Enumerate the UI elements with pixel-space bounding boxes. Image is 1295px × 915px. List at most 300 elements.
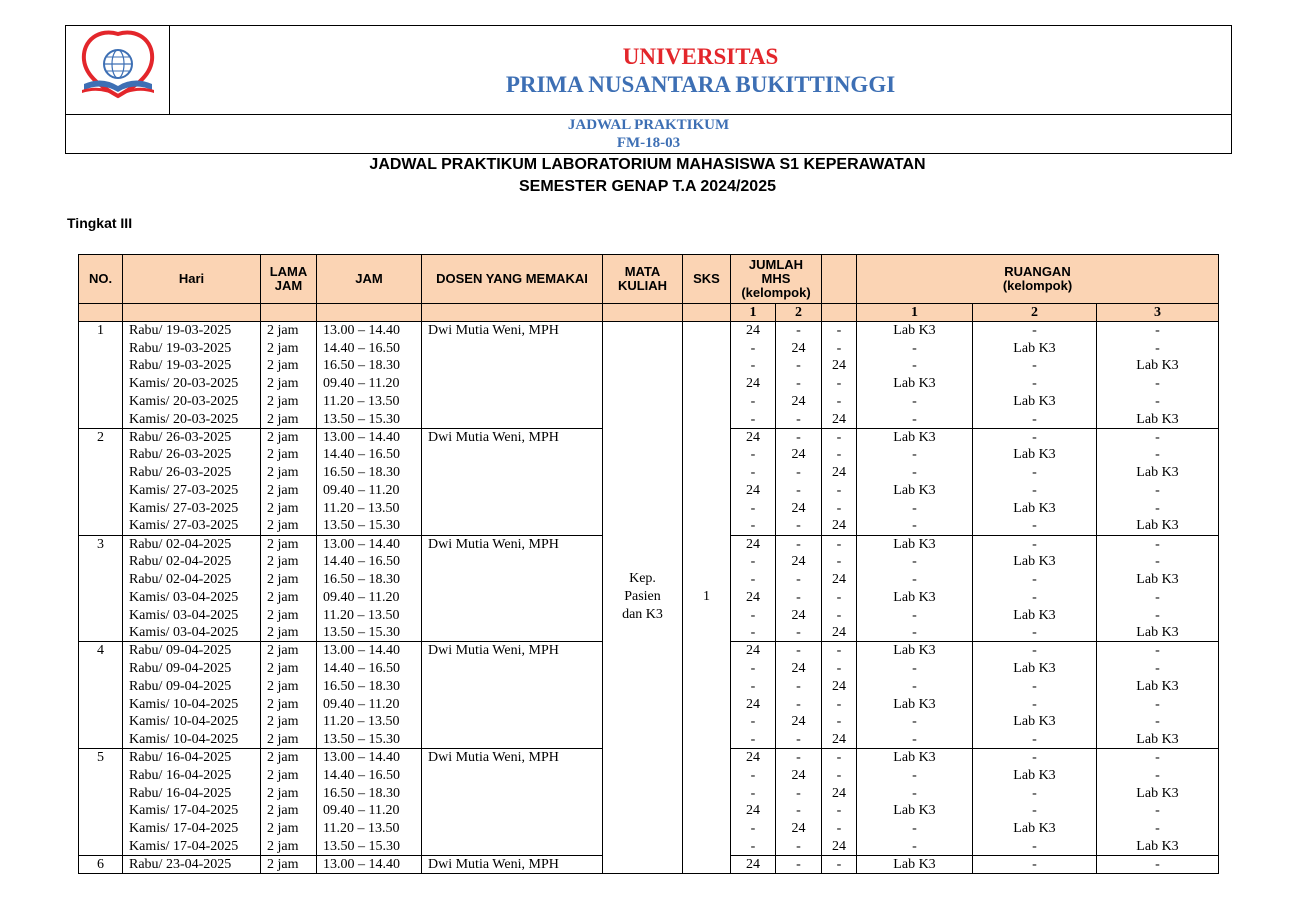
row-jumlah-2: - <box>776 588 822 606</box>
row-dosen <box>422 677 603 695</box>
row-ruang-1: Lab K3 <box>857 642 973 660</box>
row-jumlah-3: - <box>822 553 857 571</box>
semester-title: SEMESTER GENAP T.A 2024/2025 <box>519 178 776 195</box>
row-ruang-2: - <box>973 677 1097 695</box>
row-jumlah-1: - <box>731 838 776 856</box>
row-jumlah-1: - <box>731 553 776 571</box>
row-ruang-2: Lab K3 <box>973 499 1097 517</box>
row-lama-jam: 2 jam <box>261 322 317 340</box>
row-lama-jam: 2 jam <box>261 571 317 589</box>
row-jumlah-2: - <box>776 517 822 535</box>
row-hari: Kamis/ 10-04-2025 <box>123 713 261 731</box>
row-lama-jam: 2 jam <box>261 446 317 464</box>
row-no <box>79 660 123 678</box>
row-dosen <box>422 482 603 500</box>
row-jam: 13.00 – 14.40 <box>317 642 422 660</box>
row-jumlah-1: 24 <box>731 855 776 873</box>
col-jam: JAM <box>317 255 422 304</box>
row-no <box>79 838 123 856</box>
row-ruang-1: - <box>857 677 973 695</box>
row-ruang-3: - <box>1097 553 1219 571</box>
row-no <box>79 820 123 838</box>
row-jumlah-3: - <box>822 588 857 606</box>
row-ruang-2: - <box>973 838 1097 856</box>
row-jam: 13.00 – 14.40 <box>317 428 422 446</box>
row-jumlah-2: 24 <box>776 499 822 517</box>
row-hari: Kamis/ 10-04-2025 <box>123 695 261 713</box>
row-ruang-1: - <box>857 339 973 357</box>
row-ruang-2: - <box>973 749 1097 767</box>
row-hari: Rabu/ 19-03-2025 <box>123 357 261 375</box>
row-no <box>79 482 123 500</box>
document-header <box>65 25 1232 154</box>
row-ruang-2: Lab K3 <box>973 660 1097 678</box>
row-no <box>79 571 123 589</box>
row-dosen <box>422 571 603 589</box>
row-jumlah-3: 24 <box>822 410 857 428</box>
row-lama-jam: 2 jam <box>261 357 317 375</box>
row-jumlah-3: - <box>822 660 857 678</box>
row-jam: 14.40 – 16.50 <box>317 446 422 464</box>
row-jumlah-3: - <box>822 499 857 517</box>
row-no <box>79 410 123 428</box>
row-jumlah-1: - <box>731 357 776 375</box>
row-jam: 13.00 – 14.40 <box>317 749 422 767</box>
row-no <box>79 731 123 749</box>
row-jumlah-2: - <box>776 695 822 713</box>
row-lama-jam: 2 jam <box>261 642 317 660</box>
row-jumlah-2: - <box>776 428 822 446</box>
row-ruang-3: - <box>1097 375 1219 393</box>
row-hari: Rabu/ 09-04-2025 <box>123 642 261 660</box>
row-ruang-2: - <box>973 642 1097 660</box>
row-jumlah-2: 24 <box>776 713 822 731</box>
table-row <box>79 322 1219 340</box>
row-hari: Rabu/ 02-04-2025 <box>123 571 261 589</box>
row-no <box>79 766 123 784</box>
row-ruang-3: - <box>1097 713 1219 731</box>
row-ruang-3: Lab K3 <box>1097 410 1219 428</box>
row-ruang-1: Lab K3 <box>857 588 973 606</box>
row-jumlah-2: - <box>776 571 822 589</box>
row-jumlah-2: 24 <box>776 606 822 624</box>
row-ruang-1: Lab K3 <box>857 695 973 713</box>
row-ruang-2: Lab K3 <box>973 553 1097 571</box>
row-jumlah-3: 24 <box>822 677 857 695</box>
row-ruang-1: - <box>857 393 973 411</box>
row-hari: Rabu/ 19-03-2025 <box>123 339 261 357</box>
row-lama-jam: 2 jam <box>261 393 317 411</box>
schedule-title: JADWAL PRAKTIKUM LABORATORIUM MAHASISWA S1 KEPERAWATAN <box>369 156 926 173</box>
row-lama-jam: 2 jam <box>261 375 317 393</box>
row-jumlah-1: - <box>731 606 776 624</box>
row-ruang-2: Lab K3 <box>973 446 1097 464</box>
col-mata-kuliah: MATA KULIAH <box>603 255 683 304</box>
row-no: 1 <box>79 322 123 340</box>
row-jumlah-1: 24 <box>731 322 776 340</box>
row-jumlah-2: 24 <box>776 446 822 464</box>
row-jam: 09.40 – 11.20 <box>317 802 422 820</box>
row-ruang-3: - <box>1097 855 1219 873</box>
row-ruang-3: - <box>1097 499 1219 517</box>
row-ruang-1: - <box>857 784 973 802</box>
row-lama-jam: 2 jam <box>261 855 317 873</box>
row-ruang-2: - <box>973 322 1097 340</box>
row-jumlah-2: - <box>776 482 822 500</box>
row-no <box>79 339 123 357</box>
row-ruang-3: - <box>1097 802 1219 820</box>
row-lama-jam: 2 jam <box>261 553 317 571</box>
row-ruang-2: - <box>973 535 1097 553</box>
row-jumlah-2: - <box>776 784 822 802</box>
row-no <box>79 802 123 820</box>
row-dosen <box>422 446 603 464</box>
row-ruang-1: - <box>857 464 973 482</box>
row-ruang-1: - <box>857 660 973 678</box>
row-ruang-1: Lab K3 <box>857 749 973 767</box>
row-ruang-1: - <box>857 517 973 535</box>
row-hari: Kamis/ 27-03-2025 <box>123 482 261 500</box>
row-jumlah-1: 24 <box>731 749 776 767</box>
row-jumlah-1: - <box>731 410 776 428</box>
row-no <box>79 357 123 375</box>
row-ruang-3: - <box>1097 695 1219 713</box>
row-jumlah-2: 24 <box>776 766 822 784</box>
row-ruang-2: - <box>973 802 1097 820</box>
row-jam: 14.40 – 16.50 <box>317 766 422 784</box>
row-jumlah-1: - <box>731 499 776 517</box>
row-lama-jam: 2 jam <box>261 713 317 731</box>
row-jumlah-1: - <box>731 713 776 731</box>
col-ruang-group-3: 3 <box>1097 304 1219 322</box>
row-jumlah-1: - <box>731 677 776 695</box>
row-jumlah-2: - <box>776 731 822 749</box>
row-no <box>79 393 123 411</box>
row-ruang-3: Lab K3 <box>1097 571 1219 589</box>
row-ruang-1: - <box>857 446 973 464</box>
row-ruang-3: Lab K3 <box>1097 464 1219 482</box>
row-no <box>79 499 123 517</box>
row-ruang-1: - <box>857 713 973 731</box>
row-ruang-1: Lab K3 <box>857 375 973 393</box>
row-hari: Rabu/ 02-04-2025 <box>123 553 261 571</box>
row-jam: 16.50 – 18.30 <box>317 571 422 589</box>
row-no <box>79 677 123 695</box>
row-jumlah-3: - <box>822 766 857 784</box>
row-jumlah-3: 24 <box>822 784 857 802</box>
row-jumlah-2: 24 <box>776 339 822 357</box>
row-ruang-1: Lab K3 <box>857 482 973 500</box>
col-no: NO. <box>79 255 123 304</box>
row-ruang-3: Lab K3 <box>1097 517 1219 535</box>
row-no <box>79 588 123 606</box>
row-no <box>79 606 123 624</box>
row-jam: 09.40 – 11.20 <box>317 375 422 393</box>
row-ruang-3: - <box>1097 606 1219 624</box>
row-jumlah-1: 24 <box>731 802 776 820</box>
col-jumlah-mhs: JUMLAH MHS (kelompok) <box>731 255 822 304</box>
row-ruang-1: - <box>857 571 973 589</box>
row-jumlah-1: 24 <box>731 482 776 500</box>
row-hari: Kamis/ 03-04-2025 <box>123 588 261 606</box>
row-ruang-1: Lab K3 <box>857 535 973 553</box>
row-hari: Rabu/ 26-03-2025 <box>123 428 261 446</box>
col-ruangan: RUANGAN (kelompok) <box>857 255 1219 304</box>
row-ruang-2: - <box>973 624 1097 642</box>
row-lama-jam: 2 jam <box>261 731 317 749</box>
row-hari: Kamis/ 20-03-2025 <box>123 375 261 393</box>
row-lama-jam: 2 jam <box>261 464 317 482</box>
row-jumlah-3: - <box>822 642 857 660</box>
row-jumlah-3: - <box>822 393 857 411</box>
row-dosen <box>422 766 603 784</box>
row-ruang-3: - <box>1097 482 1219 500</box>
row-jam: 13.00 – 14.40 <box>317 535 422 553</box>
row-dosen <box>422 838 603 856</box>
row-dosen <box>422 393 603 411</box>
row-lama-jam: 2 jam <box>261 784 317 802</box>
row-jumlah-1: 24 <box>731 695 776 713</box>
row-jam: 13.50 – 15.30 <box>317 731 422 749</box>
row-jam: 13.00 – 14.40 <box>317 855 422 873</box>
row-jam: 11.20 – 13.50 <box>317 820 422 838</box>
row-dosen <box>422 802 603 820</box>
row-jumlah-3: - <box>822 855 857 873</box>
row-jumlah-3: - <box>822 802 857 820</box>
row-hari: Kamis/ 27-03-2025 <box>123 517 261 535</box>
row-jam: 13.50 – 15.30 <box>317 838 422 856</box>
row-lama-jam: 2 jam <box>261 624 317 642</box>
row-jam: 11.20 – 13.50 <box>317 393 422 411</box>
row-jam: 13.50 – 15.30 <box>317 624 422 642</box>
row-jam: 16.50 – 18.30 <box>317 464 422 482</box>
row-jumlah-1: - <box>731 464 776 482</box>
row-lama-jam: 2 jam <box>261 588 317 606</box>
row-ruang-2: - <box>973 695 1097 713</box>
row-hari: Kamis/ 20-03-2025 <box>123 410 261 428</box>
row-jam: 11.20 – 13.50 <box>317 713 422 731</box>
row-ruang-1: - <box>857 731 973 749</box>
row-lama-jam: 2 jam <box>261 766 317 784</box>
row-dosen <box>422 695 603 713</box>
row-lama-jam: 2 jam <box>261 677 317 695</box>
col-ruang-group-1: 1 <box>857 304 973 322</box>
row-jam: 13.50 – 15.30 <box>317 410 422 428</box>
row-jumlah-3: - <box>822 535 857 553</box>
col-ruang-group-2: 2 <box>973 304 1097 322</box>
row-jumlah-1: - <box>731 571 776 589</box>
row-lama-jam: 2 jam <box>261 517 317 535</box>
col-dosen: DOSEN YANG MEMAKAI <box>422 255 603 304</box>
row-dosen <box>422 606 603 624</box>
row-jam: 11.20 – 13.50 <box>317 606 422 624</box>
row-dosen: Dwi Mutia Weni, MPH <box>422 535 603 553</box>
row-jumlah-1: - <box>731 660 776 678</box>
row-jumlah-3: 24 <box>822 731 857 749</box>
row-no <box>79 517 123 535</box>
row-no: 5 <box>79 749 123 767</box>
row-dosen <box>422 588 603 606</box>
row-ruang-1: - <box>857 820 973 838</box>
row-ruang-1: - <box>857 606 973 624</box>
row-ruang-1: - <box>857 766 973 784</box>
row-hari: Rabu/ 16-04-2025 <box>123 749 261 767</box>
row-lama-jam: 2 jam <box>261 482 317 500</box>
row-dosen <box>422 731 603 749</box>
row-jumlah-2: - <box>776 322 822 340</box>
col-lama-jam: LAMA JAM <box>261 255 317 304</box>
row-no <box>79 464 123 482</box>
row-jumlah-1: - <box>731 624 776 642</box>
row-lama-jam: 2 jam <box>261 802 317 820</box>
schedule-table <box>78 254 1219 874</box>
row-lama-jam: 2 jam <box>261 339 317 357</box>
row-lama-jam: 2 jam <box>261 820 317 838</box>
row-ruang-2: - <box>973 410 1097 428</box>
row-jumlah-2: - <box>776 749 822 767</box>
row-ruang-1: - <box>857 553 973 571</box>
row-no: 3 <box>79 535 123 553</box>
row-hari: Kamis/ 17-04-2025 <box>123 838 261 856</box>
row-jumlah-3: 24 <box>822 838 857 856</box>
row-jumlah-2: - <box>776 535 822 553</box>
row-jumlah-3: 24 <box>822 517 857 535</box>
row-ruang-3: - <box>1097 820 1219 838</box>
row-hari: Rabu/ 23-04-2025 <box>123 855 261 873</box>
row-ruang-1: - <box>857 499 973 517</box>
row-no <box>79 713 123 731</box>
row-jam: 13.00 – 14.40 <box>317 322 422 340</box>
row-jumlah-3: 24 <box>822 464 857 482</box>
row-ruang-1: Lab K3 <box>857 322 973 340</box>
row-jumlah-1: 24 <box>731 588 776 606</box>
level-label: Tingkat III <box>67 215 133 231</box>
row-no <box>79 446 123 464</box>
row-ruang-2: Lab K3 <box>973 339 1097 357</box>
row-hari: Rabu/ 09-04-2025 <box>123 660 261 678</box>
row-no <box>79 624 123 642</box>
row-ruang-1: - <box>857 410 973 428</box>
row-jam: 14.40 – 16.50 <box>317 660 422 678</box>
row-ruang-1: - <box>857 357 973 375</box>
document-code-row <box>66 114 1231 154</box>
row-hari: Kamis/ 27-03-2025 <box>123 499 261 517</box>
row-hari: Kamis/ 03-04-2025 <box>123 624 261 642</box>
row-ruang-3: - <box>1097 642 1219 660</box>
row-dosen <box>422 820 603 838</box>
row-dosen: Dwi Mutia Weni, MPH <box>422 642 603 660</box>
row-ruang-1: Lab K3 <box>857 802 973 820</box>
row-ruang-2: - <box>973 464 1097 482</box>
row-jumlah-3: - <box>822 820 857 838</box>
row-jumlah-2: - <box>776 838 822 856</box>
col-jumlah-group-1: 1 <box>731 304 776 322</box>
row-jumlah-3: - <box>822 375 857 393</box>
row-ruang-2: Lab K3 <box>973 713 1097 731</box>
row-jumlah-3: - <box>822 606 857 624</box>
row-hari: Rabu/ 09-04-2025 <box>123 677 261 695</box>
row-jumlah-3: - <box>822 695 857 713</box>
document-code: FM-18-03 <box>616 135 681 151</box>
row-jumlah-1: 24 <box>731 375 776 393</box>
row-lama-jam: 2 jam <box>261 660 317 678</box>
row-lama-jam: 2 jam <box>261 410 317 428</box>
row-hari: Kamis/ 17-04-2025 <box>123 820 261 838</box>
row-dosen <box>422 713 603 731</box>
row-ruang-3: - <box>1097 749 1219 767</box>
row-jumlah-2: - <box>776 677 822 695</box>
row-jumlah-2: 24 <box>776 660 822 678</box>
row-jumlah-3: - <box>822 339 857 357</box>
row-jumlah-2: - <box>776 802 822 820</box>
row-no <box>79 375 123 393</box>
row-jumlah-1: - <box>731 517 776 535</box>
row-dosen <box>422 357 603 375</box>
row-jumlah-1: - <box>731 784 776 802</box>
col-jumlah-group-2: 2 <box>776 304 822 322</box>
row-no: 6 <box>79 855 123 873</box>
row-ruang-1: - <box>857 838 973 856</box>
row-lama-jam: 2 jam <box>261 606 317 624</box>
row-ruang-3: Lab K3 <box>1097 731 1219 749</box>
row-ruang-2: - <box>973 428 1097 446</box>
row-dosen <box>422 553 603 571</box>
row-jumlah-1: - <box>731 393 776 411</box>
row-jumlah-1: - <box>731 766 776 784</box>
row-ruang-1: Lab K3 <box>857 855 973 873</box>
row-jumlah-3: 24 <box>822 571 857 589</box>
row-jam: 16.50 – 18.30 <box>317 677 422 695</box>
row-hari: Kamis/ 17-04-2025 <box>123 802 261 820</box>
row-hari: Kamis/ 10-04-2025 <box>123 731 261 749</box>
row-jumlah-1: 24 <box>731 535 776 553</box>
row-ruang-2: - <box>973 482 1097 500</box>
row-jumlah-1: 24 <box>731 642 776 660</box>
row-no: 4 <box>79 642 123 660</box>
row-dosen <box>422 464 603 482</box>
row-ruang-3: - <box>1097 535 1219 553</box>
row-ruang-2: Lab K3 <box>973 766 1097 784</box>
row-jumlah-1: - <box>731 446 776 464</box>
row-hari: Rabu/ 26-03-2025 <box>123 464 261 482</box>
row-ruang-3: Lab K3 <box>1097 677 1219 695</box>
row-ruang-2: - <box>973 588 1097 606</box>
row-ruang-2: - <box>973 517 1097 535</box>
row-jumlah-3: 24 <box>822 357 857 375</box>
row-ruang-3: - <box>1097 322 1219 340</box>
row-ruang-3: - <box>1097 428 1219 446</box>
row-jumlah-2: 24 <box>776 553 822 571</box>
row-dosen: Dwi Mutia Weni, MPH <box>422 749 603 767</box>
row-hari: Rabu/ 26-03-2025 <box>123 446 261 464</box>
row-jumlah-3: 24 <box>822 624 857 642</box>
row-dosen <box>422 375 603 393</box>
row-dosen <box>422 517 603 535</box>
row-ruang-2: - <box>973 375 1097 393</box>
row-jam: 14.40 – 16.50 <box>317 553 422 571</box>
row-jam: 13.50 – 15.30 <box>317 517 422 535</box>
row-jumlah-1: 24 <box>731 428 776 446</box>
row-lama-jam: 2 jam <box>261 499 317 517</box>
row-hari: Kamis/ 03-04-2025 <box>123 606 261 624</box>
row-jumlah-3: - <box>822 446 857 464</box>
row-ruang-3: - <box>1097 588 1219 606</box>
university-logo <box>66 26 170 114</box>
row-dosen <box>422 339 603 357</box>
row-lama-jam: 2 jam <box>261 695 317 713</box>
row-ruang-1: - <box>857 624 973 642</box>
row-jumlah-2: - <box>776 410 822 428</box>
